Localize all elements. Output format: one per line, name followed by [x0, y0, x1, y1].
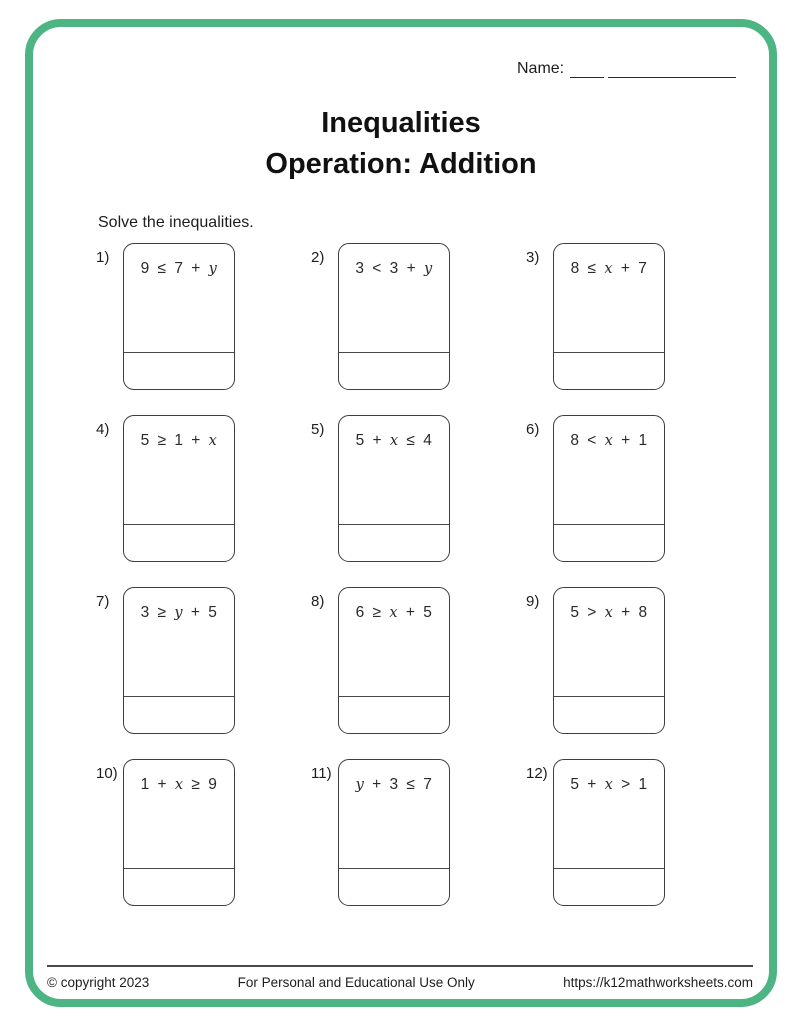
answer-area [339, 352, 449, 389]
answer-area [124, 524, 234, 561]
name-blank-line [608, 60, 736, 78]
problem-expression: 3 < 3 + y [355, 260, 433, 277]
answer-area [124, 868, 234, 905]
problem-box [123, 243, 235, 390]
name-field [517, 60, 736, 78]
problem-box [338, 587, 450, 734]
instruction-text: Solve the inequalities. [98, 214, 254, 231]
problem-cell [96, 759, 237, 931]
problem-expression: y + 3 ≤ 7 [355, 776, 433, 793]
problem-number: 1) [96, 249, 110, 266]
answer-area [339, 868, 449, 905]
answer-area [339, 524, 449, 561]
answer-area [124, 696, 234, 733]
problem-number: 9) [526, 593, 540, 610]
problem-box [553, 759, 665, 906]
problem-box [123, 759, 235, 906]
answer-area [339, 696, 449, 733]
problem-box [123, 587, 235, 734]
problem-expression: 5 > x + 8 [570, 604, 648, 621]
problem-box [338, 243, 450, 390]
problem-cell [526, 415, 667, 587]
problem-box [553, 415, 665, 562]
problem-cell [96, 415, 237, 587]
problem-number: 7) [96, 593, 110, 610]
problem-number: 8) [311, 593, 325, 610]
answer-area [124, 352, 234, 389]
title-line-2: Operation: Addition [265, 148, 537, 180]
problem-number: 11) [311, 765, 332, 782]
problem-expression: 5 ≥ 1 + x [140, 432, 218, 449]
problem-expression: 5 + x ≤ 4 [355, 432, 433, 449]
footer-website-url: https://k12mathworksheets.com [563, 975, 753, 990]
problem-cell [311, 243, 452, 415]
footer-copyright: © copyright 2023 [47, 975, 150, 990]
problem-cell [311, 415, 452, 587]
problem-box [553, 243, 665, 390]
name-blank-line [570, 60, 604, 78]
worksheet-title [25, 103, 777, 185]
problem-box [338, 415, 450, 562]
problem-number: 4) [96, 421, 110, 438]
problem-number: 12) [526, 765, 548, 782]
problem-cell [526, 759, 667, 931]
answer-area [554, 352, 664, 389]
name-label: Name: [517, 60, 565, 77]
problems-grid [96, 243, 667, 931]
problem-number: 6) [526, 421, 540, 438]
problem-number: 10) [96, 765, 118, 782]
problem-number: 5) [311, 421, 325, 438]
footer-usage-note: For Personal and Educational Use Only [237, 975, 475, 990]
problem-box [123, 415, 235, 562]
problem-expression: 8 < x + 1 [570, 432, 648, 449]
problem-expression: 6 ≥ x + 5 [355, 604, 433, 621]
problem-expression: 1 + x ≥ 9 [140, 776, 218, 793]
problem-cell [526, 243, 667, 415]
title-line-1: Inequalities [321, 107, 481, 139]
problem-cell [96, 243, 237, 415]
answer-area [554, 868, 664, 905]
problem-box [338, 759, 450, 906]
problem-expression: 8 ≤ x + 7 [570, 260, 648, 277]
problem-cell [311, 587, 452, 759]
answer-area [554, 524, 664, 561]
problem-box [553, 587, 665, 734]
problem-expression: 3 ≥ y + 5 [140, 604, 218, 621]
problem-number: 3) [526, 249, 540, 266]
page-footer [47, 965, 753, 990]
problem-cell [96, 587, 237, 759]
problem-cell [526, 587, 667, 759]
problem-number: 2) [311, 249, 325, 266]
problem-expression: 9 ≤ 7 + y [140, 260, 218, 277]
problem-cell [311, 759, 452, 931]
answer-area [554, 696, 664, 733]
problem-expression: 5 + x > 1 [570, 776, 648, 793]
